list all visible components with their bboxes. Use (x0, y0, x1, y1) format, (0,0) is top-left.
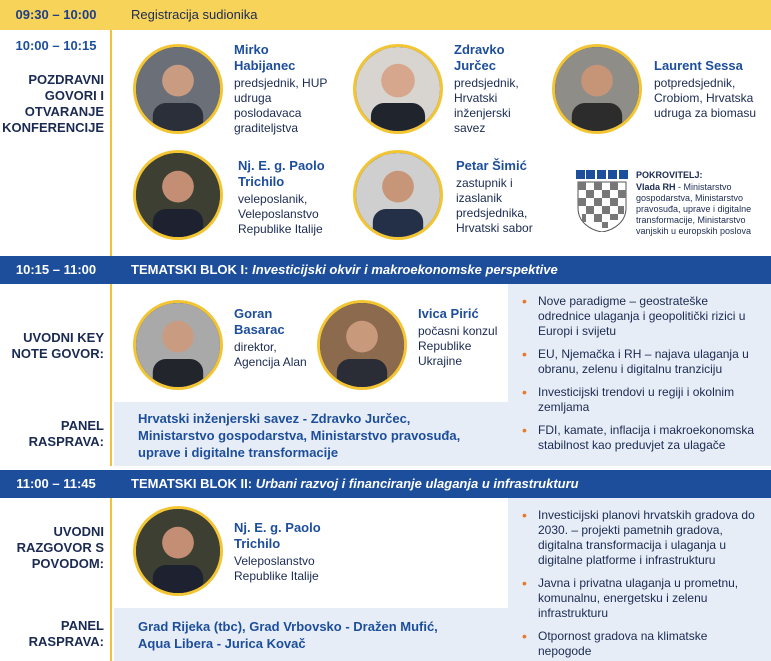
speaker-name: Mirko Habijanec (234, 42, 296, 73)
topics-panel (508, 284, 771, 466)
speaker-photo-simic (353, 150, 443, 240)
speaker-role: direktor, Agencija Alan (234, 340, 307, 369)
topic-item: • EU, Njemačka i RH – najava ulaganja u obranu, zelenu i digitalnu tranziciju (522, 347, 761, 377)
speaker-name: Zdravko Jurčec (454, 42, 505, 73)
opening-time: 10:00 – 10:15 (15, 38, 97, 53)
topic-item: • Investicijski trendovi u regiji i okolnim zemljama (522, 385, 761, 415)
intro-label: UVODNI RAZGOVOR S POVODOM: (16, 524, 104, 571)
block2-header (0, 470, 771, 498)
topics-list (508, 498, 771, 659)
speaker-name: Nj. E. g. Paolo Trichilo (234, 520, 321, 551)
time-column (0, 30, 112, 256)
topic-item: • Nove paradigme – geostrateške odrednice ulaganja i geopolitički rizici u Europi i svijetu (522, 294, 761, 339)
panel-label: PANEL RASPRAVA: (28, 418, 104, 449)
speaker-role: Veleposlanstvo Republike Italije (234, 554, 319, 583)
speaker-role: počasni konzul Republike Ukrajine (418, 324, 498, 368)
registration-bar (0, 0, 771, 30)
patron-org: Vlada RH (636, 182, 676, 192)
block1-body (0, 284, 771, 466)
speaker-photo-basarac (133, 300, 223, 390)
block2-title (131, 476, 579, 491)
block2-body (0, 498, 771, 661)
croatian-coat-of-arms-icon (574, 170, 630, 232)
panel-participants: Hrvatski inženjerski savez - Zdravko Jurčec, Ministarstvo gospodarstva, Ministarstvo pravosuđa, uprave i digitalne transformacije (138, 411, 461, 460)
block1-title-topic: Investicijski okvir i makroekonomske perspektive (252, 262, 558, 277)
speaker-role: zastupnik i izaslanik predsjednika, Hrvatski sabor (456, 176, 533, 235)
registration-time: 09:30 – 10:00 (15, 7, 97, 22)
block1-time: 10:15 – 11:00 (15, 262, 97, 277)
speaker-name: Ivica Pirić (418, 306, 479, 321)
topic-item: • Investicijski planovi hrvatskih gradova do 2030. – projekti pametnih gradova, digitalna transformacija i ulaganja u digitalne platforme i infrastrukturu (522, 508, 761, 568)
speaker-photo-jurcec (353, 44, 443, 134)
speaker-name: Nj. E. g. Paolo Trichilo (238, 158, 325, 189)
patron-details: - Ministarstvo gospodarstva, Ministarstvo pravosuđa, uprave i digitalne transformacije, Ministarstvo vanjskih u europskih poslova (636, 182, 752, 236)
topic-item: • FDI, kamate, inflacija i makroekonomska stabilnost kao preduvjet za ulagače (522, 423, 761, 453)
speaker-role: potpredsjednik, Crobiom, Hrvatska udruga za biomasu (654, 76, 757, 120)
speaker-photo-habijanec (133, 44, 223, 134)
speaker-photo-trichilo (133, 150, 223, 240)
opening-section (0, 30, 771, 256)
panel-participants: Grad Rijeka (tbc), Grad Vrbovsko - Dražen Mufić, Aqua Libera - Jurica Kovač (138, 619, 438, 651)
patron-text (636, 182, 771, 237)
speaker-role: predsjednik, Hrvatski inženjerski savez (454, 76, 519, 135)
block2-title-topic: Urbani razvoj i financiranje ulaganja u infrastrukturu (255, 476, 579, 491)
topics-list (508, 284, 771, 453)
speaker-photo-sessa (552, 44, 642, 134)
topics-panel (508, 498, 771, 661)
speaker-photo-piric (317, 300, 407, 390)
block2-time: 11:00 – 11:45 (16, 476, 96, 491)
panel-label: PANEL RASPRAVA: (28, 618, 104, 649)
topic-item: • Javna i privatna ulaganja u prometnu, komunalnu, energetsku i zelenu infrastrukturu (522, 576, 761, 621)
patron-block (574, 170, 771, 250)
speaker-name: Goran Basarac (234, 306, 285, 337)
block1-header (0, 256, 771, 284)
speaker-name: Laurent Sessa (654, 58, 743, 73)
speaker-role: predsjednik, HUP udruga poslodavaca graditeljstva (234, 76, 328, 135)
block2-title-prefix: TEMATSKI BLOK II: (131, 476, 256, 491)
speaker-photo-trichilo-2 (133, 506, 223, 596)
speaker-role: veleposlanik, Veleposlanstvo Republike Italije (238, 192, 323, 236)
panel-box (114, 608, 508, 661)
speaker-name: Petar Šimić (456, 158, 527, 173)
opening-label: POZDRAVNI GOVORI I OTVARANJE KONFERENCIJE (2, 72, 104, 135)
topic-item: • Otpornost gradova na klimatske nepogode (522, 629, 761, 659)
keynote-label: UVODNI KEY NOTE GOVOR: (11, 330, 104, 361)
block1-title (131, 262, 558, 277)
block1-title-prefix: TEMATSKI BLOK I: (131, 262, 253, 277)
patron-title: POKROVITELJ: (636, 170, 703, 180)
panel-box (114, 402, 508, 466)
registration-label: Registracija sudionika (131, 7, 258, 22)
